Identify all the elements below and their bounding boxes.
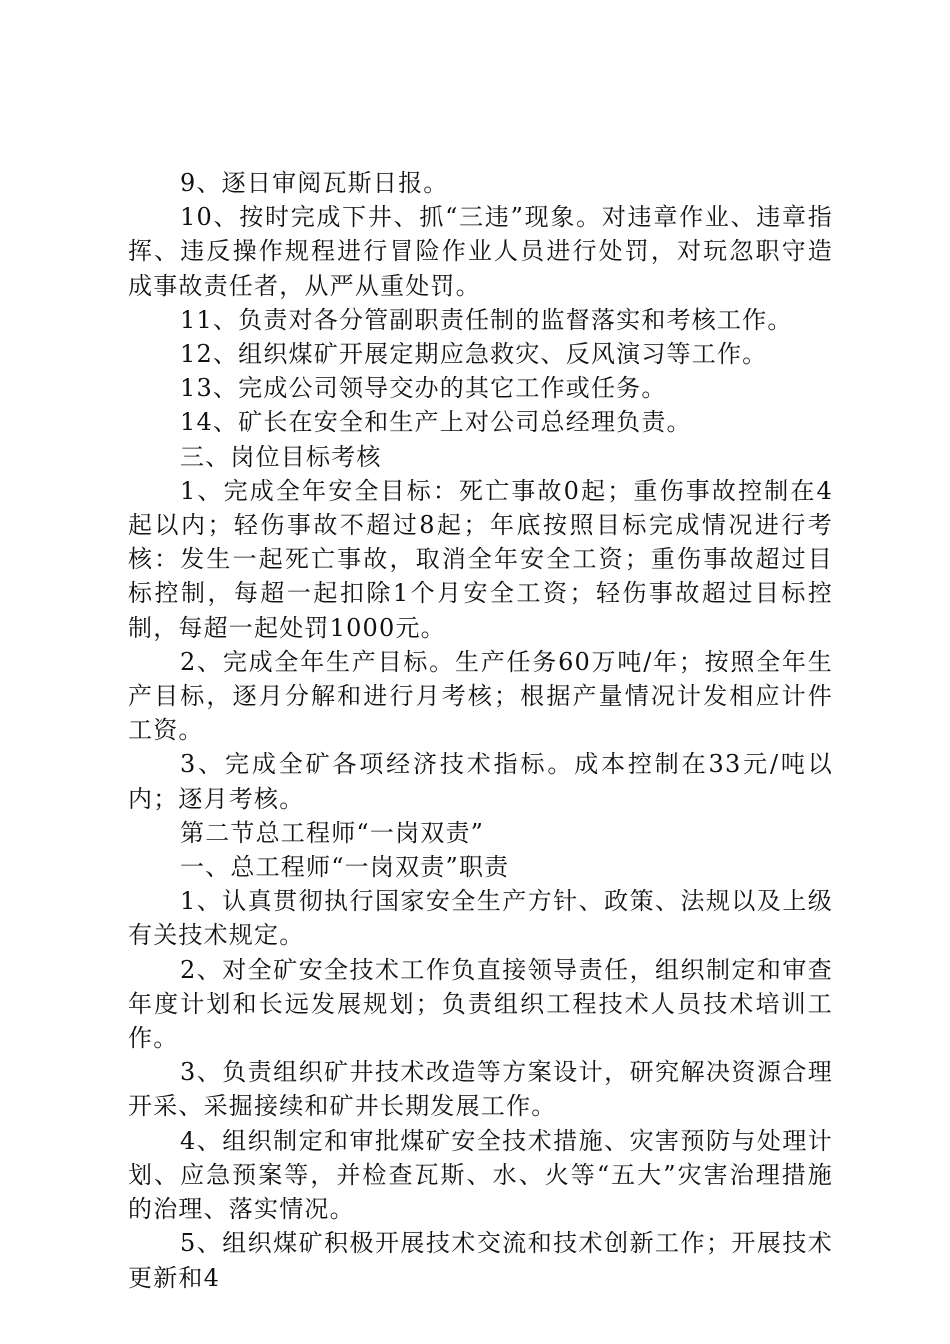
paragraph-item-10-three-violations: 10、按时完成下井、抓“三违”现象。对违章作业、违章指挥、违反操作规程进行冒险作业人员进行处罚，对玩忽职守造成事故责任者，从严从重处罚。	[128, 203, 833, 300]
paragraph-target-safety: 1、完成全年安全目标：死亡事故0起；重伤事故控制在4起以内；轻伤事故不超过8起；年底按照目标完成情况进行考核：发生一起死亡事故，取消全年安全工资；重伤事故超过目标控制，每超一起扣除1个月安全工资；轻伤事故超过目标控制，每超一起处罚1000元。	[128, 476, 833, 642]
paragraph-duty-3-technical-renovation: 3、负责组织矿井技术改造等方案设计，研究解决资源合理开采、采掘接续和矿井长期发展工作。	[128, 1058, 833, 1121]
paragraph-duty-1-policy: 1、认真贯彻执行国家安全生产方针、政策、法规以及上级有关技术规定。	[128, 887, 833, 950]
paragraph-item-9-daily-gas-report: 9、逐日审阅瓦斯日报。	[180, 169, 449, 197]
paragraph-item-12-emergency-drills: 12、组织煤矿开展定期应急救灾、反风演习等工作。	[180, 340, 768, 369]
paragraph-duty-4-safety-measures: 4、组织制定和审批煤矿安全技术措施、灾害预防与处理计划、应急预案等，并检查瓦斯、水、火等“五大”灾害治理措施的治理、落实情况。	[128, 1126, 833, 1224]
paragraph-item-11-deputy-supervision: 11、负责对各分管副职责任制的监督落实和考核工作。	[180, 305, 793, 334]
section-heading-chief-engineer: 第二节总工程师“一岗双责”	[180, 818, 485, 847]
paragraph-target-production: 2、完成全年生产目标。生产任务60万吨/年；按照全年生产目标，逐月分解和进行月考核；根据产量情况计发相应计件工资。	[128, 647, 833, 745]
section-heading-post-target-assessment: 三、岗位目标考核	[180, 442, 382, 471]
paragraph-item-14-accountability: 14、矿长在安全和生产上对公司总经理负责。	[180, 408, 692, 437]
document-body	[128, 166, 833, 1295]
paragraph-item-13-other-tasks: 13、完成公司领导交办的其它工作或任务。	[180, 374, 667, 403]
paragraph-duty-5-innovation: 5、组织煤矿积极开展技术交流和技术创新工作；开展技术更新和4	[128, 1229, 833, 1292]
subsection-heading-chief-engineer-duties: 一、总工程师“一岗双责”职责	[180, 853, 510, 882]
paragraph-duty-2-planning: 2、对全矿安全技术工作负直接领导责任，组织制定和审查年度计划和长远发展规划；负责组织工程技术人员技术培训工作。	[128, 955, 833, 1053]
paragraph-target-economic: 3、完成全矿各项经济技术指标。成本控制在33元/吨以内；逐月考核。	[128, 750, 833, 813]
